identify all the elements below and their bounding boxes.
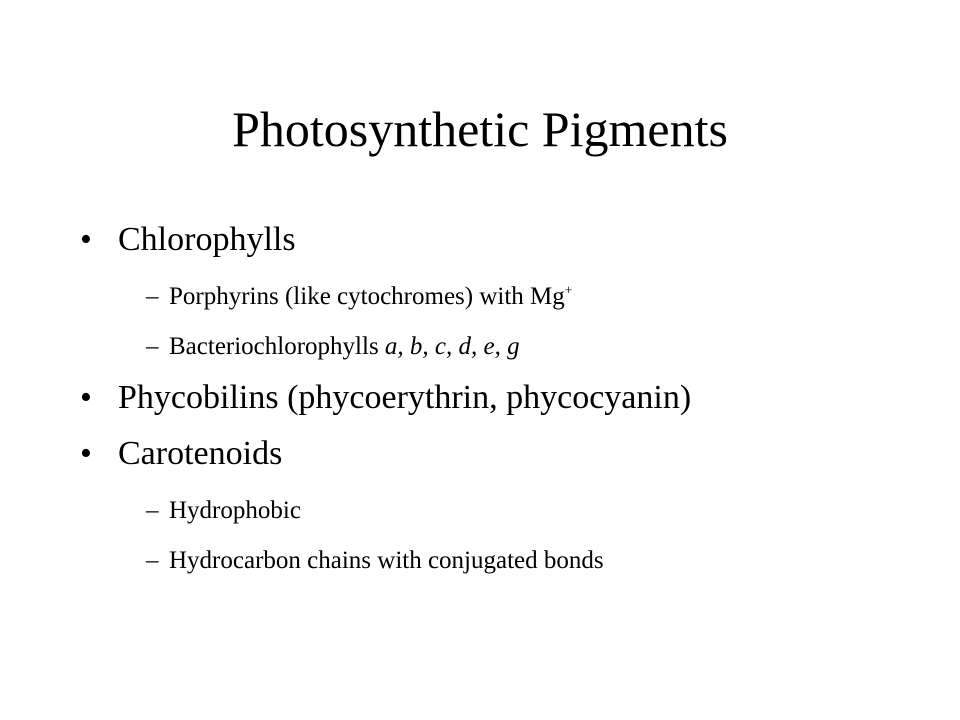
sub-bullet-marker: –	[146, 333, 159, 360]
sub-bullet-hydrophobic	[80, 496, 940, 526]
sub-bullet-bacteriochlorophylls	[80, 332, 940, 362]
sub-bullet-label: Hydrocarbon chains with conjugated bonds	[169, 547, 604, 574]
sub-bullet-label: Bacteriochlorophylls	[169, 333, 385, 360]
bullet-label: Carotenoids	[118, 435, 283, 472]
sub-bullet-marker: –	[146, 547, 159, 574]
sub-bullet-label: Porphyrins (like cytochromes) with Mg	[169, 283, 565, 310]
sub-bullet-italic-types: a, b, c, d, e, g	[384, 333, 520, 360]
bullet-label: Chlorophylls	[118, 221, 296, 258]
bullet-chlorophylls	[80, 220, 940, 260]
bullet-carotenoids	[80, 434, 940, 474]
sub-bullet-hydrocarbon-chains	[80, 546, 940, 576]
sub-bullet-marker: –	[146, 497, 159, 524]
bullet-label: Phycobilins (phycoerythrin, phycocyanin)	[118, 379, 692, 416]
bullet-marker: •	[80, 221, 92, 258]
sub-bullet-marker: –	[146, 283, 159, 310]
superscript-charge: +	[564, 282, 573, 298]
sub-bullet-porphyrins	[80, 282, 940, 312]
bullet-list	[80, 208, 940, 576]
bullet-marker: •	[80, 435, 92, 472]
bullet-marker: •	[80, 379, 92, 416]
sub-bullet-label: Hydrophobic	[169, 497, 301, 524]
bullet-phycobilins	[80, 378, 940, 418]
slide-title: Photosynthetic Pigments	[232, 101, 728, 157]
